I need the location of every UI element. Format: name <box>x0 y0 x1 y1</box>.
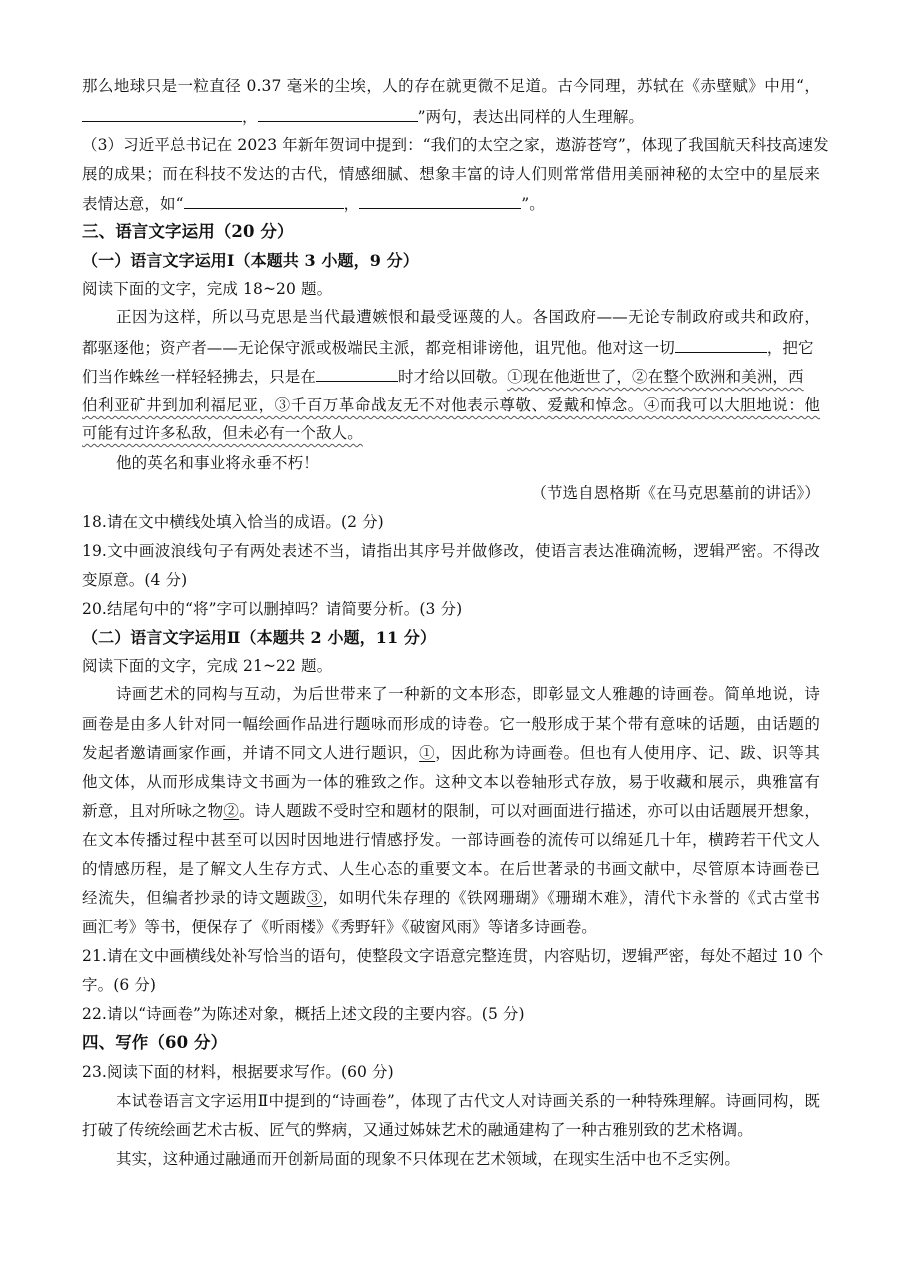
answer-blank[interactable] <box>258 105 418 122</box>
material-line: 本试卷语言文字运用Ⅱ中提到的“诗画卷”，体现了古代文人对诗画关系的一种特殊理解。诗画同构，既 <box>116 1092 820 1110</box>
passage-2-line: 画汇考》等书，便保存了《听雨楼》《秀野轩》《破窗风雨》等诸多诗画卷。 <box>82 918 597 936</box>
answer-blank[interactable] <box>359 192 521 209</box>
wavy-sentence: 可能有过许多私敌，但未必有一个敌人。 <box>82 424 363 442</box>
question-19-line-1: 19.文中画波浪线句子有两处表述不当，请指出其序号并做修改，使语言表达准确流畅，逻辑严密。不得改 <box>82 542 820 560</box>
question-21-line-2: 字。(6 分) <box>82 976 157 994</box>
passage-2-line: 在文本传播过程中甚至可以因时因地进行情感抒发。一部诗画卷的流传可以绵延几十年，横跨若干代文人 <box>82 831 820 849</box>
passage-2-instruction: 阅读下面的文字，完成 21~22 题。 <box>82 657 333 675</box>
subsection-1-heading: （一）语言文字运用Ⅰ（本题共 3 小题，9 分） <box>82 251 419 270</box>
idiom-blank-1[interactable] <box>675 336 767 353</box>
passage-2-line: 画卷是由多人针对同一幅绘画作品进行题咏而形成的诗卷。它一般形成于某个带有意味的话题，由话题的 <box>82 715 820 733</box>
section-4-heading: 四、写作（60 分） <box>82 1033 228 1052</box>
passage-1-line: 都驱逐他；资产者——无论保守派或极端民主派，都竞相诽谤他，诅咒他。他对这一切 ，把它 <box>82 336 820 359</box>
q-top-line-4: 展的成果；而在科技不发达的古代，情感细腻、想象丰富的诗人们则常常借用美丽神秘的太空中的星辰来 <box>82 165 820 183</box>
fill-marker-2[interactable]: ② <box>223 802 240 820</box>
subsection-2-heading: （二）语言文字运用Ⅱ（本题共 2 小题，11 分） <box>82 628 437 647</box>
wavy-sentence: ①现在他逝世了，②在整个欧洲和美洲，西 <box>507 368 804 386</box>
q-top-line-1: 那么地球只是一粒直径 0.37 毫米的尘埃，人的存在就更微不足道。古今同理，苏轼在《赤壁赋》中用“， <box>82 77 820 95</box>
passage-2-line: 发起者邀请画家作画，并请不同文人进行题识，①，因此称为诗画卷。但也有人使用序、记、跋、识等其 <box>82 744 821 762</box>
question-22: 22.请以“诗画卷”为陈述对象，概括上述文段的主要内容。(5 分) <box>82 1005 525 1023</box>
material-line: 打破了传统绘画艺术古板、匠气的弊病，又通过姊妹艺术的融通建构了一种古雅别致的艺术格调。 <box>82 1121 753 1139</box>
material-line: 其实，这种通过融通而开创新局面的现象不只体现在艺术领域，在现实生活中也不乏实例。 <box>116 1150 741 1168</box>
answer-blank[interactable] <box>184 192 344 209</box>
question-19-line-2: 变原意。(4 分) <box>82 571 188 589</box>
passage-2-line: 他文体，从而形成集诗文书画为一体的雅致之作。这种文本以卷轴形式存放，易于收藏和展示，典雅富有 <box>82 773 820 791</box>
passage-2-line: 诗画艺术的同构与互动，为后世带来了一种新的文本形态，即彰显文人雅趣的诗画卷。简单地说，诗 <box>116 685 820 703</box>
passage-1-line: 正因为这样，所以马克思是当代最遭嫉恨和最受诬蔑的人。各国政府——无论专制政府或共和政府， <box>116 308 820 326</box>
wavy-sentence: 伯利亚矿井到加利福尼亚，③千百万革命战友无不对他表示尊敬、爱戴和悼念。④而我可以大胆地说：他 <box>82 396 820 414</box>
passage-2-line: 的情感历程，是了解文人生存方式、人生心态的重要文本。在后世著录的书画文献中，尽管原本诗画卷已 <box>82 860 820 878</box>
question-20: 20.结尾句中的“将”字可以删掉吗？请简要分析。(3 分) <box>82 600 463 618</box>
q-top-line-3: （3）习近平总书记在 2023 年新年贺词中提到：“我们的太空之家，遨游苍穹”，体现了我国航天科技高速发 <box>82 136 829 154</box>
passage-1-line <box>82 394 820 416</box>
q-top-line-2: ， ”两句，表达出同样的人生理解。 <box>82 105 820 128</box>
passage-2-line: 经流失，但编者抄录的诗文题跋③，如明代朱存理的《铁网珊瑚》《珊瑚木难》，清代卞永誉的《式古堂书 <box>82 889 820 907</box>
answer-blank[interactable] <box>82 105 242 122</box>
question-18: 18.请在文中横线处填入恰当的成语。(2 分) <box>82 513 384 531</box>
passage-1-line: 们当作蛛丝一样轻轻拂去，只是在 时才给以回敬。①现在他逝世了，②在整个欧洲和美洲，西 <box>82 365 820 388</box>
section-3-heading: 三、语言文字运用（20 分） <box>82 222 294 241</box>
fill-marker-1[interactable]: ① <box>419 744 436 762</box>
passage-1-source: （节选自恩格斯《在马克思墓前的讲话》） <box>531 484 820 502</box>
passage-1-instruction: 阅读下面的文字，完成 18~20 题。 <box>82 280 333 298</box>
question-21-line-1: 21.请在文中画横线处补写恰当的语句，使整段文字语意完整连贯，内容贴切，逻辑严密，每处不超过 10 个 <box>82 947 824 965</box>
q-top-line-5: 表情达意，如“ ， ”。 <box>82 192 820 215</box>
question-23: 23.阅读下面的材料，根据要求写作。(60 分) <box>82 1063 394 1081</box>
passage-2-line: 新意，且对所咏之物②。诗人题跋不受时空和题材的限制，可以对画面进行描述，亦可以由话题展开想象， <box>82 802 821 820</box>
passage-1-line <box>82 422 820 444</box>
idiom-blank-2[interactable] <box>316 365 398 382</box>
passage-1-ending: 他的英名和事业将永垂不朽！ <box>116 454 319 472</box>
fill-marker-3[interactable]: ③ <box>306 889 323 907</box>
